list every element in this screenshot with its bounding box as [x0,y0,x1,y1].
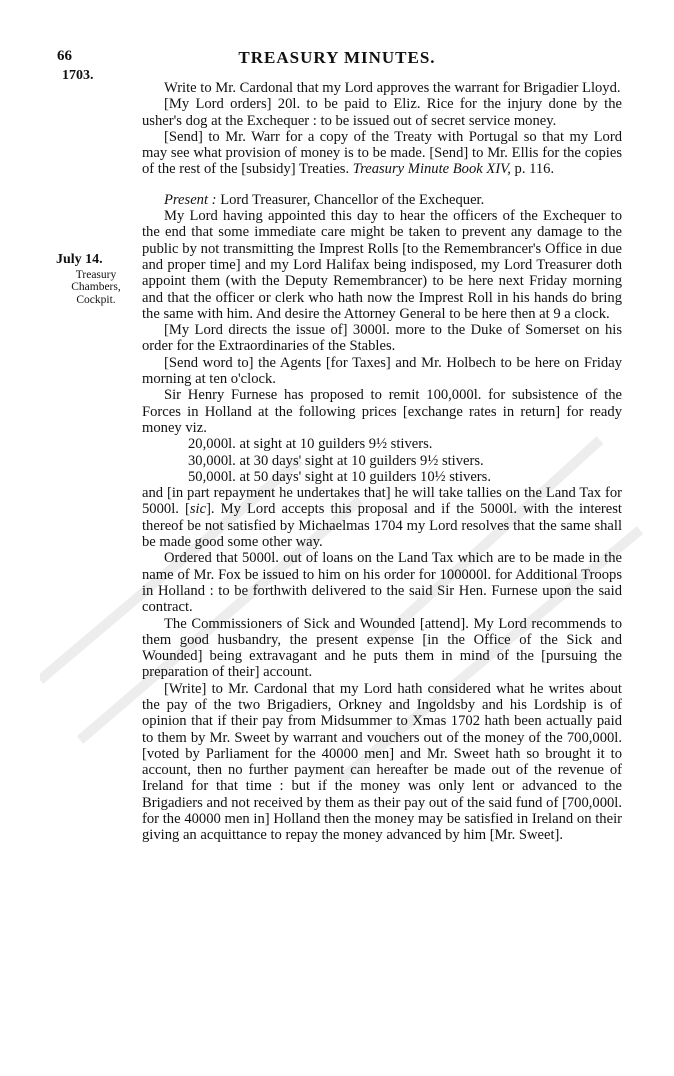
paragraph-furnese-proposal: Sir Henry Furnese has proposed to remit 100,000l. for subsistence of the Forces in Holland at the following prices [exchange rates in return] for ready money viz. [142,387,622,436]
paragraph-sick-and-wounded: The Commissioners of Sick and Wounded [attend]. My Lord recommends to them good husbandry, the present expense [in the Office of the Sick and Wounded] being extravagant and he puts them in mind of the [pursuing the preparation of their] account. [142,615,622,681]
paragraph-imprest-rolls: My Lord having appointed this day to hear the officers of the Exchequer to the end that some immediate care might be taken to prevent any damage to the public by not transmitting the Imprest Rolls [to the Remembrancer's Office in due and proper time] and my Lord Halifax being indisposed, my Lord Treasurer doth appoint them (with the Deputy Remembrancer) to be here next Friday morning and that the officer or clerk who hath now the Imprest Roll in his hands do bring the same with him. And desire the Attorney General to be here then at 9 a clock. [142,208,622,322]
sic-note: sic [189,501,207,518]
margin-place-line-2: Chambers, [71,281,121,293]
paragraph-portugal-treaty [142,129,622,178]
margin-place-line-1: Treasury [75,268,117,281]
present-label: Present : [164,191,217,208]
exchange-rate-line: 50,000l. at 50 days' sight at 10 guilders 10½ stivers. [188,468,491,485]
paragraph-present [142,192,622,208]
paragraph-land-tax-tallies [142,485,622,550]
exchange-rate-line: 20,000l. at sight at 10 guilders 9½ stivers. [188,436,433,453]
source-reference: Treasury Minute Book XIV, [352,161,511,178]
paragraph-agents-holbech: [Send word to] the Agents [for Taxes] and Mr. Holbech to be here on Friday morning at ten o'clock. [142,354,622,388]
exchange-rate-line: 30,000l. at 30 days' sight at 10 guilders 9½ stivers. [188,452,484,469]
paragraph-brigadiers-pay: [Write] to Mr. Cardonal that my Lord hath considered what he writes about the pay of the two Brigadiers, Orkney and Ingoldsby and his Lordship is of opinion that if their pay from Midsummer to Xmas 1702 hath been actually paid to them by Mr. Sweet by warrant and vouchers out of the money of the 700,000l. [voted by Parliament for the 40000 men] and Mr. Sweet hath so brought it to account, then no further payment can hereafter be made out of the revenue of Ireland for that time : but if the money was only lent or advanced to the Brigadiers and not received by them as their pay out of the said fund of [700,000l. for the 40000 men in] Holland then the money may be satisfied in Ireland on their giving an acquittance to repay the money advanced by him [Mr. Sweet]. [142,680,622,844]
running-title: TREASURY MINUTES. [238,48,436,67]
source-page: p. 116. [514,161,555,178]
paragraph-cardonal-warrant: Write to Mr. Cardonal that my Lord approves the warrant for Brigadier Lloyd. [164,80,621,96]
land-tax-text-b: ]. My Lord accepts this proposal and if the 5000l. with the interest thereof be not satisfied by Michaelmas 1704 my Lord resolves that the same shall be made good some other way. [142,501,622,551]
land-tax-text-a: and [in part repayment he undertakes that] he will take tallies on the Land Tax for 5000l. [ [142,485,622,518]
margin-place-line-3: Cockpit. [76,293,116,306]
present-text: Lord Treasurer, Chancellor of the Exchequer. [220,191,485,208]
paragraph-eliz-rice: [My Lord orders] 20l. to be paid to Eliz. Rice for the injury done by the usher's dog at the Exchequer : to be issued out of secret service money. [142,96,622,129]
page-header [0,48,674,72]
margin-date: July 14. [56,252,103,267]
year-marker: 1703. [62,68,94,83]
minutes-body [142,80,622,844]
paragraph-duke-somerset: [My Lord directs the issue of] 3000l. more to the Duke of Somerset on his order for the Extraordinaries of the Stables. [142,322,622,355]
paragraph-mr-fox-loans: Ordered that 5000l. out of loans on the Land Tax which are to be made in the name of Mr. Fox be issued to him on his order for 100000l. for Additional Troops in Holland : to be forthwith delivered to the said Sir Hen. Furnese upon the said contract. [142,550,622,616]
margin-note [56,254,136,306]
paragraph-portugal-treaty-text: [Send] to Mr. Warr for a copy of the Treaty with Portugal so that my Lord may see what provision of money is to be made. [Send] to Mr. Ellis for the copies of the rest of the [subsidy] Treaties. [142,128,622,178]
page-number: 66 [57,48,72,64]
